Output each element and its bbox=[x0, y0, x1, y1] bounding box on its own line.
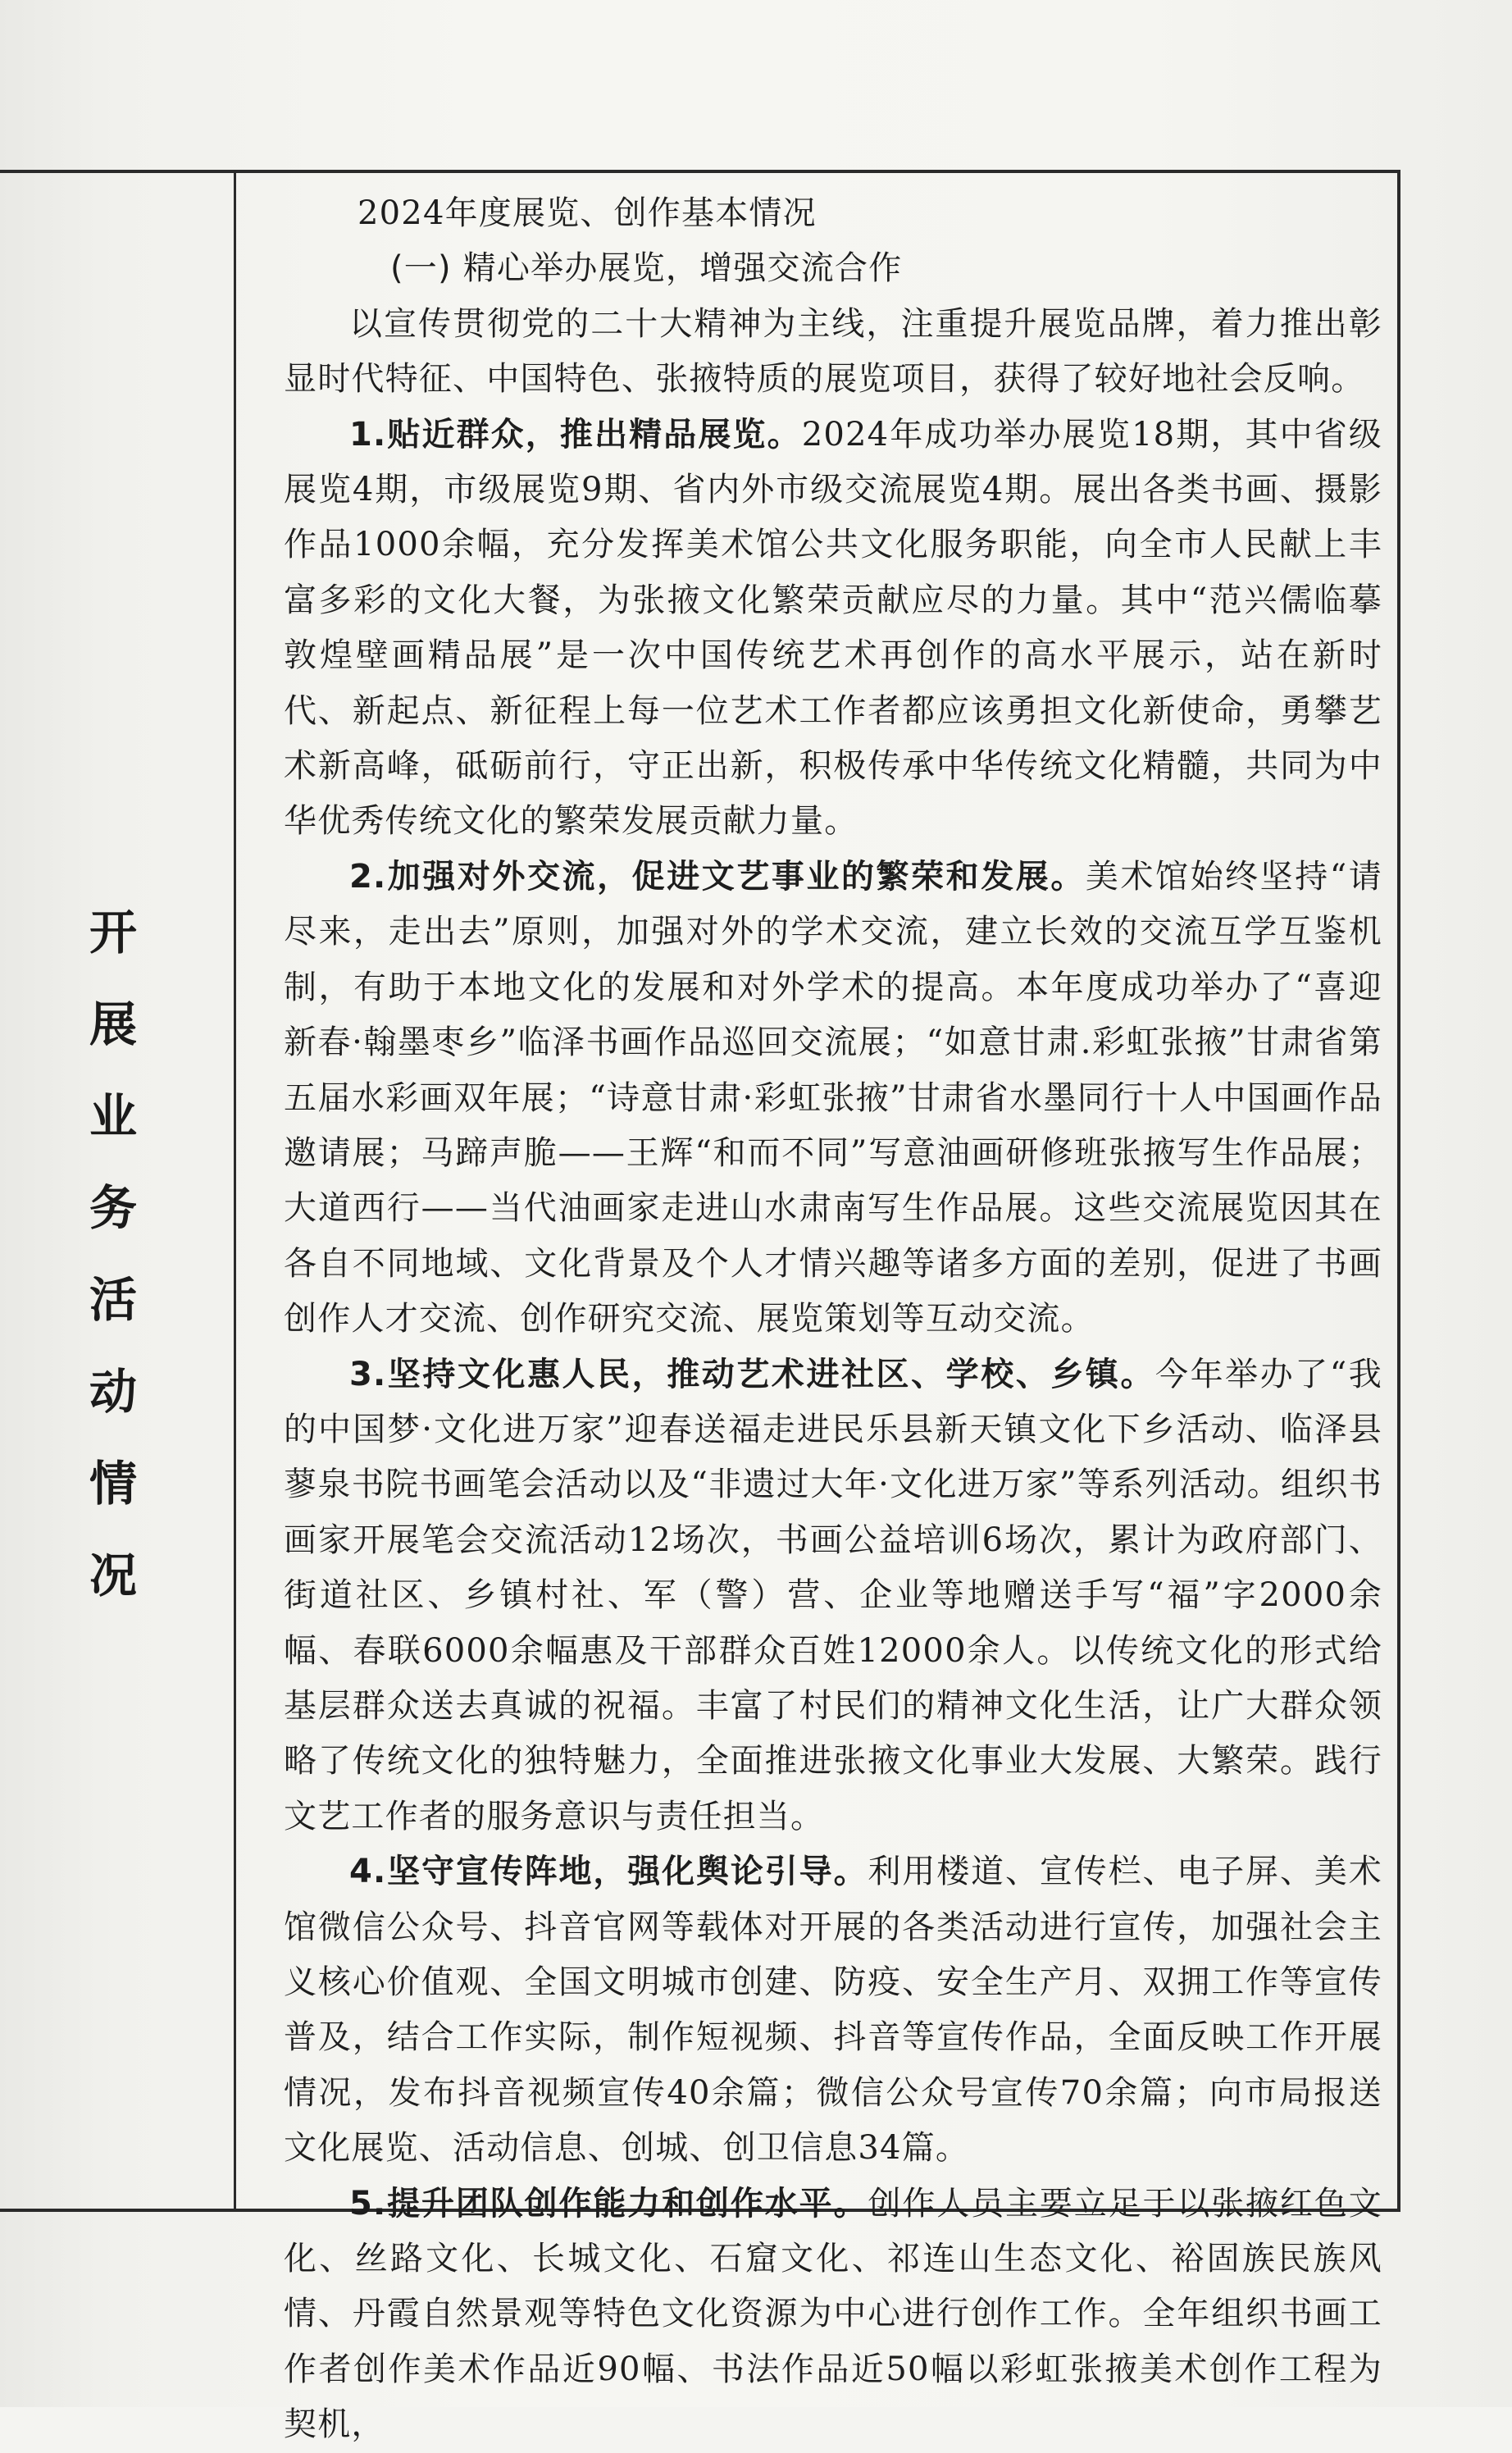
content-cell bbox=[238, 173, 1397, 2444]
document-title: 2024年度展览、创作基本情况 bbox=[358, 194, 817, 232]
item-paragraph-5 bbox=[284, 2177, 1382, 2453]
row-label-char: 业 bbox=[89, 1088, 137, 1144]
item-text: 今年举办了“我的中国梦·文化进万家”迎春送福走进民乐县新天镇文化下乡活动、临泽县蓼泉书院书画笔会活动以及“非遗过大年·文化进万家”等系列活动。组织书画家开展笔会交流活动12场次，书画公益培训6场次，累计为政府部门、街道社区、乡镇村社、军（警）营、企业等地赠送手写“福”字2000余幅、春联6000余幅惠及干部群众百姓12000余人。以传统文化的形式给基层群众送去真诚的祝福。丰富了村民们的精神文化生活，让广大群众领略了传统文化的独特魅力，全面推进张掖文化事业大发展、大繁荣。践行文艺工作者的服务意识与责任担当。 bbox=[284, 1355, 1382, 1835]
item-text: 2024年成功举办展览18期，其中省级展览4期，市级展览9期、省内外市级交流展览4期。展出各类书画、摄影作品1000余幅，充分发挥美术馆公共文化服务职能，向全市人民献上丰富多彩的文化大餐，为张掖文化繁荣贡献应尽的力量。其中“范兴儒临摹敦煌壁画精品展”是一次中国传统艺术再创作的高水平展示，站在新时代、新起点、新征程上每一位艺术工作者都应该勇担文化新使命，勇攀艺术新高峰，砥砺前行，守正出新，积极传承中华传统文化精髓，共同为中华优秀传统文化的繁荣发展贡献力量。 bbox=[284, 415, 1383, 841]
item-paragraph-2 bbox=[284, 850, 1382, 1347]
row-label-char: 况 bbox=[89, 1548, 137, 1603]
row-label-vertical bbox=[80, 887, 146, 1621]
row-label-char: 务 bbox=[89, 1180, 137, 1236]
item-paragraph-1 bbox=[284, 408, 1382, 850]
row-label-char: 活 bbox=[89, 1272, 137, 1328]
intro-paragraph: 以宣传贯彻党的二十大精神为主线，注重提升展览品牌，着力推出彰显时代特征、中国特色、张掖特质的展览项目，获得了较好地社会反响。 bbox=[284, 304, 1382, 399]
content-body bbox=[284, 186, 1382, 2453]
item-lead: 1.贴近群众，推出精品展览。 bbox=[349, 415, 802, 454]
item-lead: 2.加强对外交流，促进文艺事业的繁荣和发展。 bbox=[349, 857, 1086, 896]
row-label-cell bbox=[0, 173, 236, 2209]
row-label-char: 动 bbox=[89, 1364, 137, 1420]
item-text: 创作人员主要立足于以张掖红色文化、丝路文化、长城文化、石窟文化、祁连山生态文化、裕固族民族风情、丹霞自然景观等特色文化资源为中心进行创作工作。全年组织书画工作者创作美术作品近90幅、书法作品近50幅以彩虹张掖美术创作工程为契机， bbox=[284, 2184, 1382, 2444]
row-label-char: 开 bbox=[89, 905, 137, 960]
item-paragraph-4 bbox=[284, 1844, 1382, 2176]
row-label-char: 展 bbox=[89, 996, 137, 1052]
item-lead: 5.提升团队创作能力和创作水平。 bbox=[349, 2184, 868, 2223]
item-text: 美术馆始终坚持“请尽来，走出去”原则，加强对外的学术交流，建立长效的交流互学互鉴机制，有助于本地文化的发展和对外学术的提高。本年度成功举办了“喜迎新春·翰墨枣乡”临泽书画作品巡回交流展；“如意甘肃.彩虹张掖”甘肃省第五届水彩画双年展；“诗意甘肃·彩虹张掖”甘肃省水墨同行十人中国画作品邀请展；马蹄声脆——王辉“和而不同”写意油画研修班张掖写生作品展；大道西行——当代油画家走进山水肃南写生作品展。这些交流展览因其在各自不同地域、文化背景及个人才情兴趣等诸多方面的差别，促进了书画创作人才交流、创作研究交流、展览策划等互动交流。 bbox=[284, 857, 1383, 1338]
row-label-char: 情 bbox=[89, 1456, 137, 1511]
item-paragraph-3 bbox=[284, 1347, 1382, 1845]
item-lead: 3.坚持文化惠人民，推动艺术进社区、学校、乡镇。 bbox=[349, 1355, 1156, 1393]
form-table bbox=[0, 170, 1400, 2444]
item-text: 利用楼道、宣传栏、电子屏、美术馆微信公众号、抖音官网等载体对开展的各类活动进行宣传，加强社会主义核心价值观、全国文明城市创建、防疫、安全生产月、双拥工作等宣传普及，结合工作实际，制作短视频、抖音等宣传作品，全面反映工作开展情况，发布抖音视频宣传40余篇；微信公众号宣传70余篇；向市局报送文化展览、活动信息、创城、创卫信息34篇。 bbox=[284, 1853, 1382, 2168]
item-lead: 4.坚守宣传阵地，强化舆论引导。 bbox=[349, 1853, 868, 1891]
section-heading: (一) 精心举办展览，增强交流合作 bbox=[390, 249, 903, 288]
